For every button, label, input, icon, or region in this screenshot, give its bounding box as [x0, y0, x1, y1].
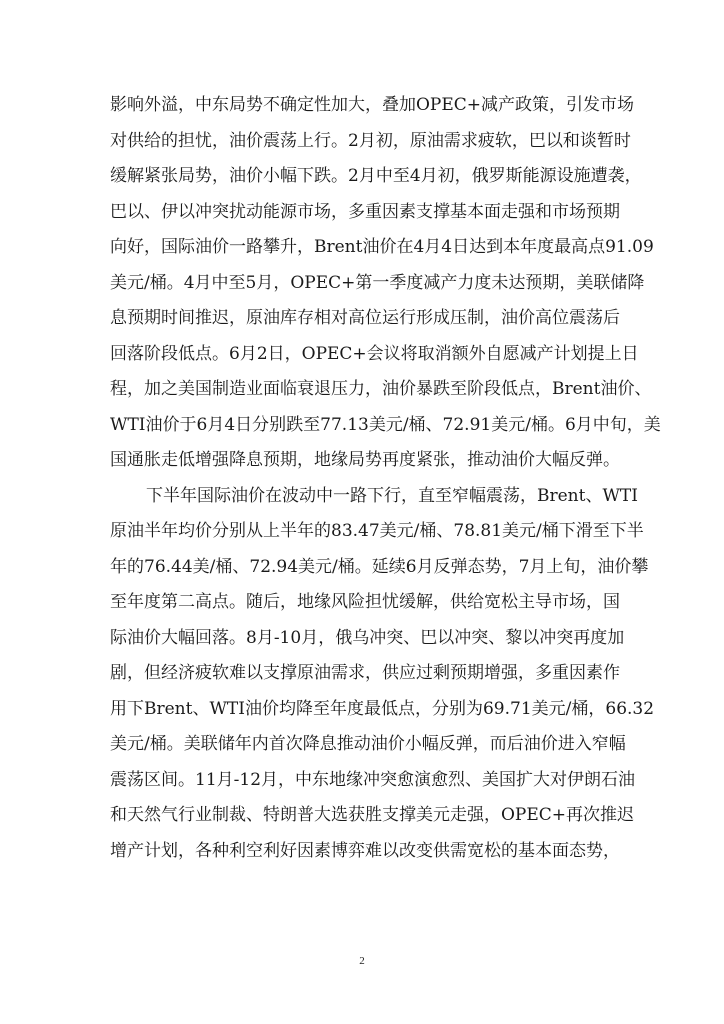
- text-line-6: 美元/桶。4月中至5月，OPEC+第一季度减产力度未达预期，美联储降: [110, 272, 645, 293]
- text-line-16: 际油价大幅回落。8月-10月，俄乌冲突、巴以冲突、黎以冲突再度加: [110, 627, 625, 648]
- text-line-12: 下半年国际油价在波动中一路下行，直至窄幅震荡，Brent、WTI: [146, 485, 638, 506]
- text-line-5: 向好，国际油价一路攀升，Brent油价在4月4日达到本年度最高点91.09: [110, 237, 654, 257]
- text-line-21: 和天然气行业制裁、特朗普大选获胜支撑美元走强，OPEC+再次推迟: [110, 805, 635, 825]
- text-line-19: 美元/桶。美联储年内首次降息推动油价小幅反弹，而后油价进入窄幅: [110, 734, 626, 754]
- text-line-1: 影响外溢，中东局势不确定性加大，叠加OPEC+减产政策，引发市场: [110, 95, 635, 115]
- text-line-3: 缓解紧张局势，油价小幅下跌。2月中至4月初，俄罗斯能源设施遭袭，: [110, 166, 642, 186]
- text-line-2: 对供给的担忧，油价震荡上行。2月初，原油需求疲软，巴以和谈暂时: [110, 130, 631, 151]
- text-line-22: 增产计划，各种利空利好因素博弈难以改变供需宽松的基本面态势，: [110, 840, 620, 861]
- text-line-8: 回落阶段低点。6月2日，OPEC+会议将取消额外自愿减产计划提上日: [110, 343, 639, 364]
- text-line-18: 用下Brent、WTI油价均降至年度最低点，分别为69.71美元/桶，66.32: [110, 698, 655, 719]
- text-line-20: 震荡区间。11月-12月，中东地缘冲突愈演愈烈、美国扩大对伊朗石油: [110, 769, 636, 790]
- text-line-14: 年的76.44美/桶、72.94美元/桶。延续6月反弹态势，7月上旬，油价攀: [110, 556, 649, 577]
- text-line-11: 国通胀走低增强降息预期，地缘局势再度紧张，推动油价大幅反弹。: [110, 450, 620, 470]
- text-line-15: 至年度第二高点。随后，地缘风险担忧缓解，供给宽松主导市场，国: [110, 592, 620, 612]
- page-body: [110, 88, 661, 869]
- text-line-17: 剧，但经济疲软难以支撑原油需求，供应过剩预期增强，多重因素作: [110, 663, 620, 683]
- page-number: 2: [359, 955, 365, 967]
- text-line-13: 原油半年均价分别从上半年的83.47美元/桶、78.81美元/桶下滑至下半: [110, 521, 644, 541]
- text-line-10: WTI油价于6月4日分别跌至77.13美元/桶、72.91美元/桶。6月中旬，美: [110, 414, 661, 435]
- text-line-4: 巴以、伊以冲突扰动能源市场，多重因素支撑基本面走强和市场预期: [110, 201, 620, 222]
- text-line-9: 程，加之美国制造业面临衰退压力，油价暴跌至阶段低点，Brent油价、: [110, 379, 652, 399]
- text-line-7: 息预期时间推迟，原油库存相对高位运行形成压制，油价高位震荡后: [110, 308, 620, 328]
